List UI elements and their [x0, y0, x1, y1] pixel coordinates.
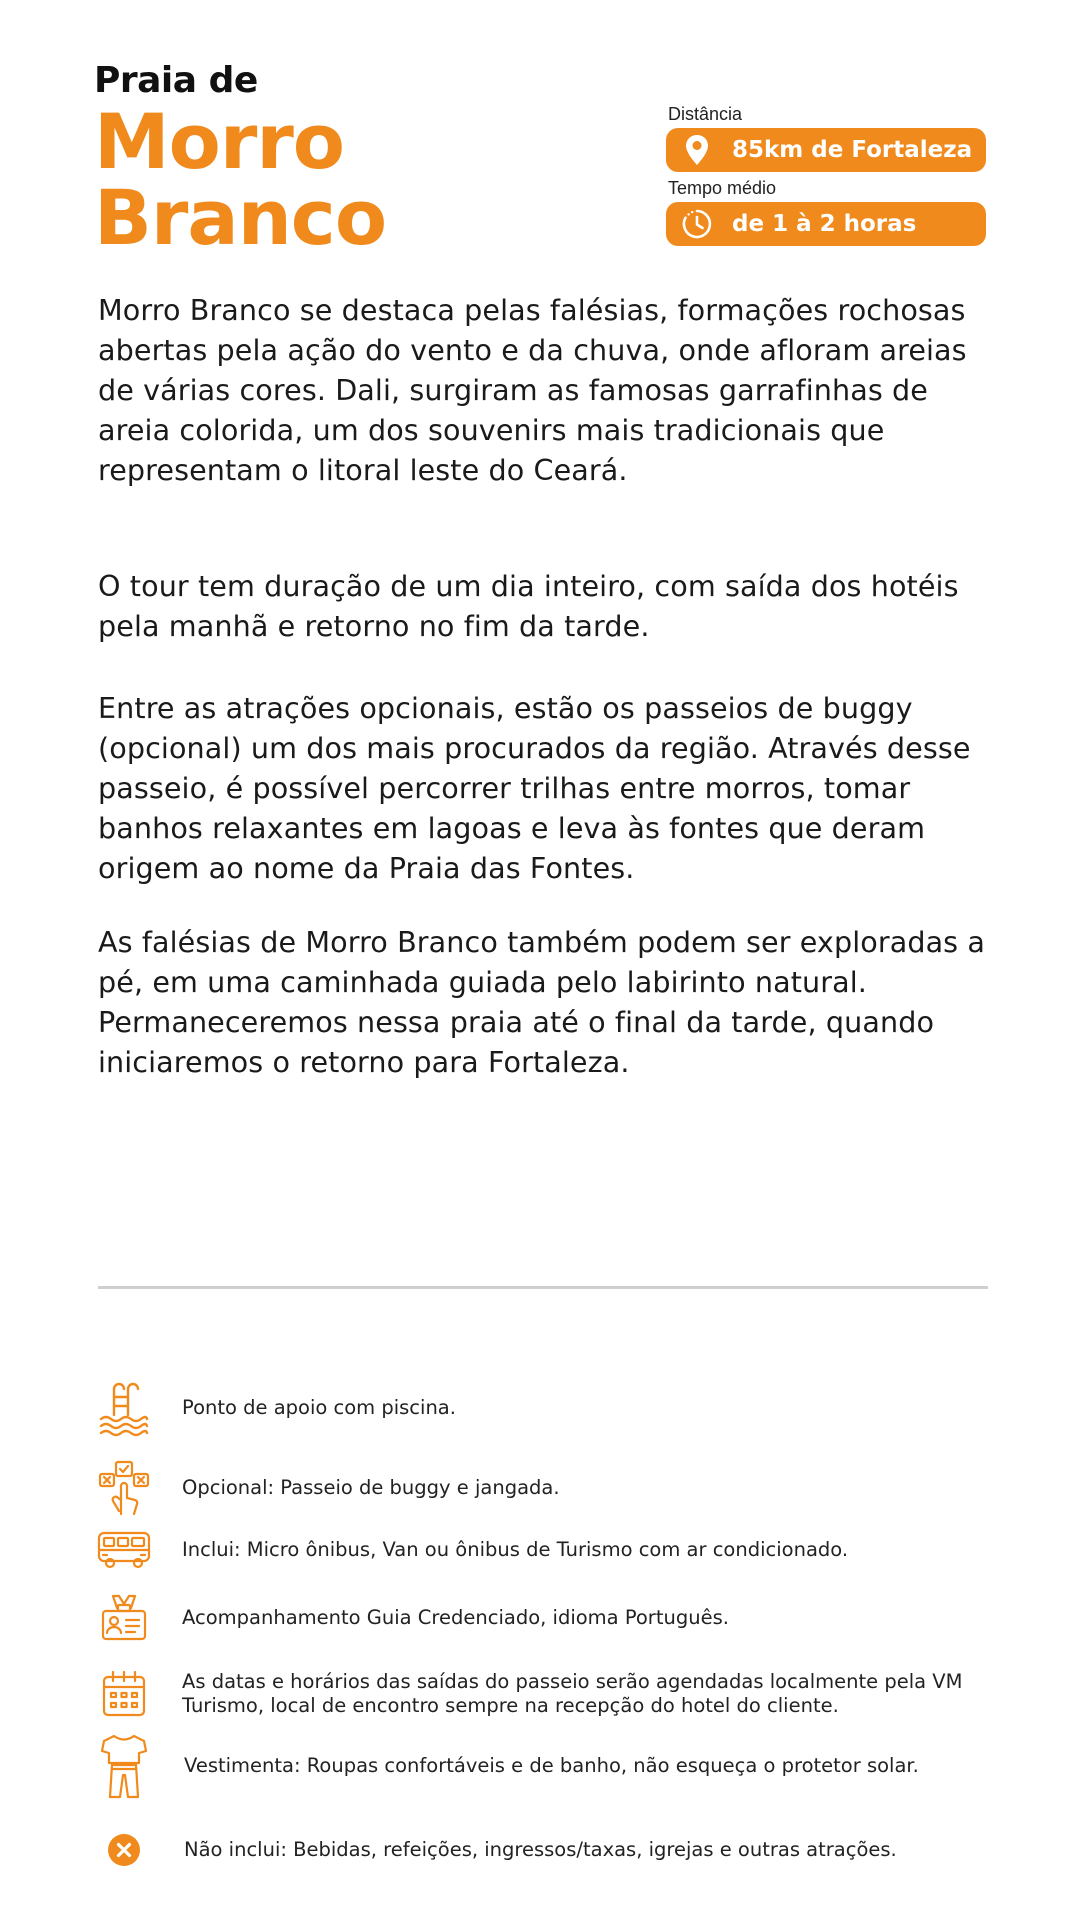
feature-text: Acompanhamento Guia Credenciado, idioma Português. — [182, 1606, 729, 1629]
feature-text: Vestimenta: Roupas confortáveis e de banho, não esqueça o protetor solar. — [184, 1754, 919, 1777]
clothing-icon — [96, 1736, 152, 1796]
feature-item-schedule — [96, 1664, 996, 1724]
distance-value: 85km de Fortaleza — [732, 137, 973, 163]
id-badge-icon — [96, 1588, 152, 1648]
title-prefix: Praia de — [94, 60, 258, 101]
hand-select-icon — [96, 1458, 152, 1518]
distance-label: Distância — [668, 104, 743, 124]
feature-item-transport — [96, 1520, 996, 1580]
pool-ladder-icon — [96, 1378, 152, 1438]
feature-text: Ponto de apoio com piscina. — [182, 1396, 456, 1419]
distance-pill — [666, 128, 986, 172]
feature-item-guide — [96, 1588, 996, 1648]
feature-text: Opcional: Passeio de buggy e jangada. — [182, 1476, 560, 1499]
description-paragraph-1: Morro Branco se destaca pelas falésias, formações rochosas abertas pela ação do vento e da chuva, onde afloram areias de várias cores. Dali, surgiram as famosas garrafinhas de areia colorida, um dos souvenirs mais tradicionais que representam o litoral leste do Ceará. — [98, 293, 967, 487]
feature-item-pool — [96, 1378, 996, 1438]
feature-text: Inclui: Micro ônibus, Van ou ônibus de Turismo com ar condicionado. — [182, 1538, 849, 1561]
description-paragraph-2: O tour tem duração de um dia inteiro, com saída dos hotéis pela manhã e retorno no fim da tarde. — [98, 569, 959, 643]
x-circle-icon — [96, 1820, 152, 1880]
time-label: Tempo médio — [668, 178, 777, 198]
time-value: de 1 à 2 horas — [732, 211, 917, 237]
feature-item-optional — [96, 1458, 996, 1518]
map-pin-icon — [666, 134, 728, 166]
time-pill — [666, 202, 986, 246]
description-paragraph-3: Entre as atrações opcionais, estão os passeios de buggy (opcional) um dos mais procurados da região. Através desse passeio, é possível percorrer trilhas entre morros, tomar banhos relaxantes em lagoas e leva às fontes que deram origem ao nome da Praia das Fontes. — [98, 691, 971, 885]
feature-text: Não inclui: Bebidas, refeições, ingressos/taxas, igrejas e outras atrações. — [184, 1838, 897, 1861]
title-line-1: Morro — [94, 97, 345, 186]
feature-item-not-included — [96, 1820, 996, 1880]
feature-item-clothing — [96, 1736, 996, 1796]
calendar-icon — [96, 1664, 152, 1724]
clock-icon — [666, 208, 728, 240]
section-divider — [98, 1286, 988, 1289]
description-paragraph-4: As falésias de Morro Branco também podem ser exploradas a pé, em uma caminhada guiada pelo labirinto natural. Permaneceremos nessa praia até o final da tarde, quando iniciaremos o retorno para Fortaleza. — [98, 925, 985, 1079]
feature-text: As datas e horários das saídas do passeio serão agendadas localmente pela VM Turismo, local de encontro sempre na recepção do hotel do cliente. — [182, 1670, 963, 1717]
title-line-2: Branco — [94, 173, 387, 262]
bus-icon — [96, 1520, 152, 1580]
